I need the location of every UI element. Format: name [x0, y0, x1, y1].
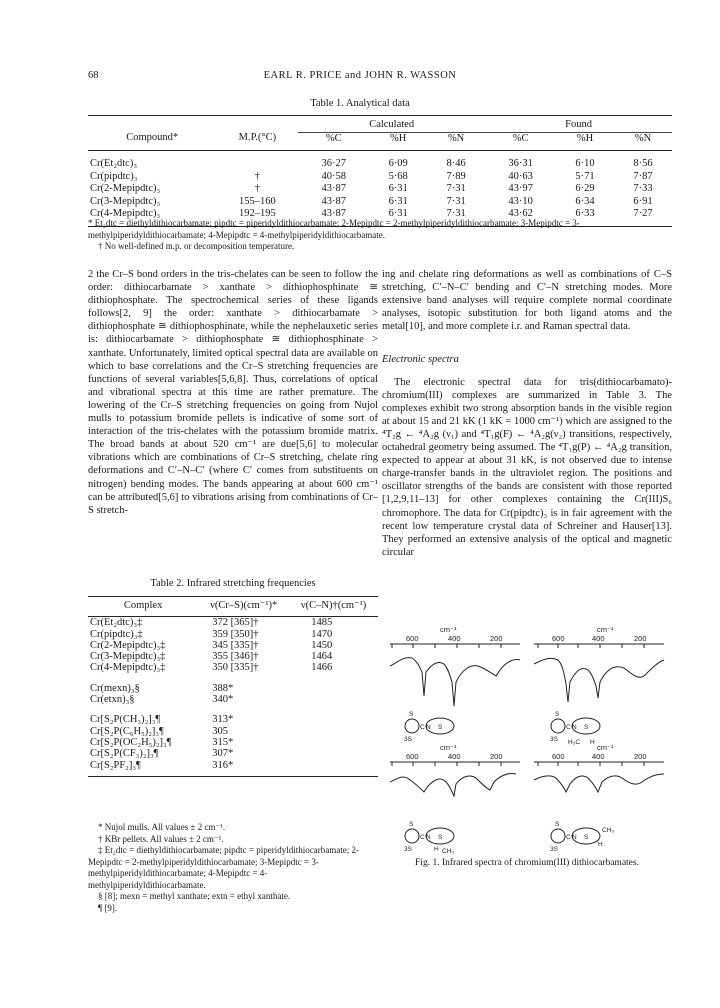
complex-cell: Cr(4-Mepipdtc)₃‡ — [90, 662, 166, 674]
axis-ticks — [392, 762, 501, 766]
atom-label: C — [566, 834, 571, 841]
spectrum-trace — [390, 658, 520, 706]
chelate-ring — [405, 719, 419, 733]
cn-cell — [289, 694, 378, 705]
left-column — [88, 268, 378, 517]
crs-cell: 350 [335]† — [212, 662, 259, 674]
mp-cell — [216, 151, 298, 171]
section-heading: Electronic spectra — [382, 354, 459, 366]
group-calculated: Calculated — [298, 116, 485, 133]
atom-label: C — [420, 724, 425, 731]
tick-label: 600 — [552, 752, 565, 761]
atom-label: CH₃ — [442, 848, 455, 854]
table1-caption: Table 1. Analytical data — [310, 98, 410, 109]
crs-cell: 316* — [198, 760, 289, 777]
complex-cell: Cr(etxn)₃§ — [90, 694, 135, 706]
compound-cell: Cr(Et₂dtc)₃ — [90, 158, 137, 169]
atom-label: C — [420, 834, 425, 841]
table1-footnote: † No well-defined m.p. or decomposition temperature. — [98, 241, 295, 251]
compound-cell: Cr(pipdtc)₃ — [90, 170, 138, 182]
complex-cell: Cr(Et₂dtc)₃‡ — [90, 617, 143, 629]
atom-label: S — [409, 821, 414, 828]
col-found-c: %C — [485, 132, 556, 151]
axis-ticks — [538, 762, 644, 766]
found-n-cell: 7·87 — [633, 170, 653, 182]
found-h-cell: 5·71 — [575, 170, 595, 182]
table2-footnote: ¶ [9]. — [98, 902, 118, 913]
table-row — [88, 617, 378, 629]
mp-cell: 192–195 — [216, 208, 298, 226]
atom-label: S — [438, 834, 443, 841]
compound-cell: Cr(4-Mepipdtc)₃ — [88, 208, 216, 226]
atom-label: H — [590, 739, 595, 746]
crs-cell: 313* — [212, 714, 234, 726]
chelate-ring — [551, 829, 565, 843]
col-found-n: %N — [614, 132, 672, 151]
axis-ticks — [538, 644, 644, 648]
atom-label: N — [572, 724, 577, 731]
tick-label: 600 — [406, 634, 419, 643]
atom-label: S — [584, 834, 589, 841]
paragraph: 2 the Cr–S bond orders in the tris-chelates can be seen to follow the order: dithiocarbamate > xanthate > dithiophosphinate ≅ dithiophosphate. The spectrochemical series of these ligands follows[2, 9] the order: xanthate > dithiocarbamate > dithiophosphate ≅ dithiophosphinate, while the nephelauxetic series is: dithiocarbamate > dithiophosphate ≅ dithiophosphinate > xanthate. Unfortunately, limited optical spectral data are available on which to base correlations and the Cr–S stretching frequencies are functions of several variables[5,6,8]. Thus, correlations of optical and vibrational spectra at this time are rather premature. The lowering of the Cr–S stretching frequencies on going from Nujol mulls to potassium bromide pellets is indicative of some sort of interaction of the tris-chelates with the potassium bromide matrix. The broad bands at about 520 cm⁻¹ are due[5,6] to molecular vibrations which are combinations of Cr–S stretching, chelate ring deformations and C′–N–C′ (where C′ comes from substituents on nitrogen) bending modes. The bands appearing at about 600 cm⁻¹ can be attributed[5,6] to vibrations arising from combinations of Cr–S stretch- — [88, 269, 378, 516]
table2-footnotes — [88, 822, 378, 914]
calc-n-cell: 7·89 — [446, 170, 466, 182]
tick-label: 200 — [490, 634, 503, 643]
complex-cell: Cr[S₂P(CH₃)₂]₃¶ — [90, 714, 161, 726]
unit-label: cm⁻¹ — [440, 743, 457, 752]
atom-label: 3S — [550, 846, 558, 853]
mp-cell: 155–160 — [238, 195, 276, 207]
atom-label: C — [566, 724, 571, 731]
found-n-cell: 6·91 — [633, 195, 653, 207]
calc-h-cell: 5·68 — [388, 170, 408, 182]
paragraph: ing and chelate ring deformations as well as combinations of C–S stretching, C′–N–C′ bending and C′–N stretching modes. More extensive band analyses will require complete normal coordinate analyses, isotopic substitution for both ligand atoms and the metal[10], and more complete i.r. and Raman spectral data. — [382, 269, 672, 333]
col-found-h: %H — [556, 132, 614, 151]
chelate-ring — [405, 829, 419, 843]
found-c-cell: 43·97 — [508, 183, 533, 194]
calc-n-cell: 7·31 — [427, 208, 485, 226]
atom-label: H — [434, 846, 439, 853]
complex-cell: Cr[S₂P(OC₂H₅)₂]₃¶ — [90, 736, 172, 748]
calc-c-cell: 43·87 — [321, 183, 346, 194]
cn-cell — [289, 737, 378, 748]
tick-label: 400 — [448, 752, 461, 761]
table2-footnote: ‡ Et₂dtc = diethyldithiocarbamate; pipdtc = piperidyldithiocarbamate; 2-Mepipdtc = 2-methylpiperidyldithiocarbamate; 3-Mepipdtc = 3-methylpiperidyldithiocarbamate; 4-Mepipdtc = 4-methylpiperidyldithiocarbamate. — [88, 845, 359, 890]
atom-label: H — [598, 841, 603, 848]
mp-cell: † — [254, 183, 260, 194]
found-n-cell: 7·27 — [614, 208, 672, 226]
tick-label: 200 — [634, 634, 647, 643]
table-row — [88, 760, 378, 777]
col-calc-c: %C — [298, 132, 369, 151]
table2-footnote: § [8]; mexn = methyl xanthate; extn = ethyl xanthate. — [98, 891, 291, 901]
running-head: EARL R. PRICE and JOHN R. WASSON — [263, 70, 457, 81]
table-row — [88, 662, 378, 673]
atom-label: N — [426, 724, 431, 731]
page-number: 68 — [88, 70, 99, 81]
calc-h-cell: 6·31 — [369, 208, 427, 226]
cn-cell — [289, 726, 378, 737]
table-spacer — [88, 705, 378, 714]
calc-c-cell: 43·87 — [321, 195, 346, 207]
table-spacer — [88, 674, 378, 683]
cn-cell: 1466 — [311, 662, 333, 674]
tick-label: 400 — [448, 634, 461, 643]
atom-label: N — [426, 834, 431, 841]
unit-label: cm⁻¹ — [597, 743, 614, 752]
table-row — [88, 183, 672, 196]
table2-footnote: † KBr pellets. All values ± 2 cm⁻¹. — [98, 833, 224, 844]
figure-caption: Fig. 1. Infrared spectra of chromium(III) dithiocarbamates. — [415, 858, 639, 868]
paragraph: The electronic spectral data for tris(dithiocarbamato)-chromium(III) complexes are summarized in Table 3. The complexes exhibit two strong absorption bands in the visible region at about 15 and 21 kK (1 kK = 1000 cm⁻¹) which are assigned to the ⁴T₂g ← ⁴A₂g (ν₁) and ⁴T₁g(F) ← ⁴A₂g(ν₂) transitions, respectively, octahedral geometry being assumed. The ⁴T₁g(P) ← ⁴A₂g transition, expected to appear at about 31 kK, is not observed due to intense charge-transfer bands in the ultraviolet region. The positions and oscillator strengths of the bands are consistent with those reported [1,2,9,11–13] for other complexes containing the Cr(III)S₆ chromophore. The data for Cr(pipdtc)₃ is in fair agreement with the recent low temperature crystal data of Schreiner and Hauser[13]. They performed an extensive analysis of the optical and magnetic circular — [382, 376, 672, 558]
table-row — [88, 629, 378, 640]
col-cn: ν(C–N)†(cm⁻¹) — [289, 597, 378, 617]
table1-analytical-data — [88, 115, 672, 227]
tick-label: 600 — [406, 752, 419, 761]
complex-cell: Cr[S₂P(CF₃)₂]₃¶ — [90, 748, 159, 760]
complex-cell: Cr[S₂PF₂]₃¶ — [88, 760, 198, 777]
cn-cell: 1450 — [311, 639, 333, 651]
complex-cell: Cr(pipdtc)₃‡ — [90, 628, 143, 640]
found-h-cell: 6·10 — [575, 158, 595, 169]
atom-label: S — [555, 711, 560, 718]
col-compound: Compound* — [88, 132, 216, 151]
atom-label: S — [584, 724, 589, 731]
cn-cell — [289, 748, 378, 759]
found-h-cell: 6·34 — [575, 195, 595, 207]
table-row — [88, 196, 672, 209]
table2-footnote: * Nujol mulls. All values ± 2 cm⁻¹. — [98, 822, 226, 832]
tick-label: 600 — [552, 634, 565, 643]
cn-cell: 1470 — [311, 628, 333, 640]
table-row — [88, 748, 378, 759]
table-row — [88, 714, 378, 725]
cn-cell — [289, 760, 378, 777]
tick-label: 400 — [592, 752, 605, 761]
complex-cell: Cr(2-Mepipdtc)₃‡ — [90, 639, 166, 651]
found-c-cell: 43·62 — [485, 208, 556, 226]
found-n-cell: 8·56 — [633, 158, 653, 169]
atom-label: S — [555, 821, 560, 828]
crs-cell: 345 [335]† — [212, 639, 259, 651]
spectrum-trace — [390, 773, 516, 796]
col-calc-n: %N — [427, 132, 485, 151]
table1-footnote: * Et₂dtc = diethyldithiocarbamate; pipdtc = piperidyldithiocarbamate; 2-Mepipdtc = 2-methylpiperidyldithiocarbamate; 3-Mepipdtc = 3-methylpiperidyldithiocarbamate; 4-Mepipdtc = 4-methylpiperidyldithiocarbamate. — [88, 218, 580, 240]
table-row — [88, 683, 378, 694]
crs-cell: 315* — [212, 736, 234, 748]
cn-cell: 1464 — [311, 651, 333, 663]
group-found: Found — [485, 116, 672, 133]
complex-cell: Cr(3-Mepipdtc)₃‡ — [90, 651, 166, 663]
table1-footnotes — [88, 218, 672, 253]
tick-label: 200 — [634, 752, 647, 761]
table-row — [88, 726, 378, 737]
right-column — [382, 268, 672, 559]
found-h-cell: 6·33 — [556, 208, 614, 226]
complex-cell: Cr[S₂P(C₆H₅)₂]₃¶ — [90, 725, 164, 737]
chelate-ring — [551, 719, 565, 733]
crs-cell: 305 — [212, 725, 228, 737]
table-row — [88, 694, 378, 705]
found-n-cell: 7·33 — [633, 183, 653, 194]
found-c-cell: 43·10 — [508, 195, 533, 207]
cn-cell: 1485 — [311, 617, 333, 629]
complex-cell: Cr(mexn)₃§ — [90, 682, 140, 694]
calc-h-cell: 6·31 — [388, 183, 408, 194]
col-crs: ν(Cr–S)(cm⁻¹)* — [198, 597, 289, 617]
spectrum-trace — [534, 774, 664, 792]
crs-cell: 355 [346]† — [212, 651, 259, 663]
compound-cell: Cr(3-Mepipdtc)₃ — [90, 195, 161, 207]
cn-cell — [289, 714, 378, 725]
atom-label: N — [572, 834, 577, 841]
found-h-cell: 6·29 — [575, 183, 595, 194]
crs-cell: 359 [350]† — [212, 628, 259, 640]
table2-ir-frequencies — [88, 596, 378, 777]
atom-label: H₃C — [568, 739, 581, 746]
unit-label: cm⁻¹ — [597, 625, 614, 634]
found-c-cell: 40·63 — [508, 170, 533, 182]
cn-cell — [289, 683, 378, 694]
mp-cell: † — [254, 170, 260, 182]
tick-label: 200 — [490, 752, 503, 761]
atom-label: S — [438, 724, 443, 731]
table-row — [88, 151, 672, 171]
table-row — [88, 737, 378, 748]
compound-cell: Cr(2-Mepipdtc)₃ — [90, 183, 161, 194]
table-row — [88, 171, 672, 184]
col-complex: Complex — [88, 597, 198, 617]
tick-label: 400 — [592, 634, 605, 643]
table-row — [88, 651, 378, 662]
crs-cell: 372 [365]† — [212, 617, 259, 629]
col-mp: M.P.(°C) — [216, 132, 298, 151]
crs-cell: 307* — [212, 748, 234, 760]
calc-c-cell: 36·27 — [321, 158, 346, 169]
found-c-cell: 36·31 — [508, 158, 533, 169]
crs-cell: 340* — [212, 694, 234, 706]
calc-n-cell: 8·46 — [446, 158, 466, 169]
axis-ticks — [392, 644, 501, 648]
atom-label: 3S — [404, 736, 412, 743]
atom-label: 3S — [550, 736, 558, 743]
calc-n-cell: 7·31 — [446, 195, 466, 207]
crs-cell: 388* — [212, 682, 234, 694]
calc-c-cell: 43·87 — [298, 208, 369, 226]
unit-label: cm⁻¹ — [440, 625, 457, 634]
table2-caption: Table 2. Infrared stretching frequencies — [150, 578, 316, 589]
calc-n-cell: 7·31 — [446, 183, 466, 194]
spectrum-trace — [534, 658, 664, 702]
calc-h-cell: 6·31 — [388, 195, 408, 207]
atom-label: 3S — [404, 846, 412, 853]
atom-label: CH₃ — [602, 827, 615, 834]
ir-spectra-figure — [382, 624, 672, 854]
calc-c-cell: 40·58 — [321, 170, 346, 182]
col-calc-h: %H — [369, 132, 427, 151]
atom-label: S — [409, 711, 414, 718]
calc-h-cell: 6·09 — [388, 158, 408, 169]
table-row — [88, 640, 378, 651]
